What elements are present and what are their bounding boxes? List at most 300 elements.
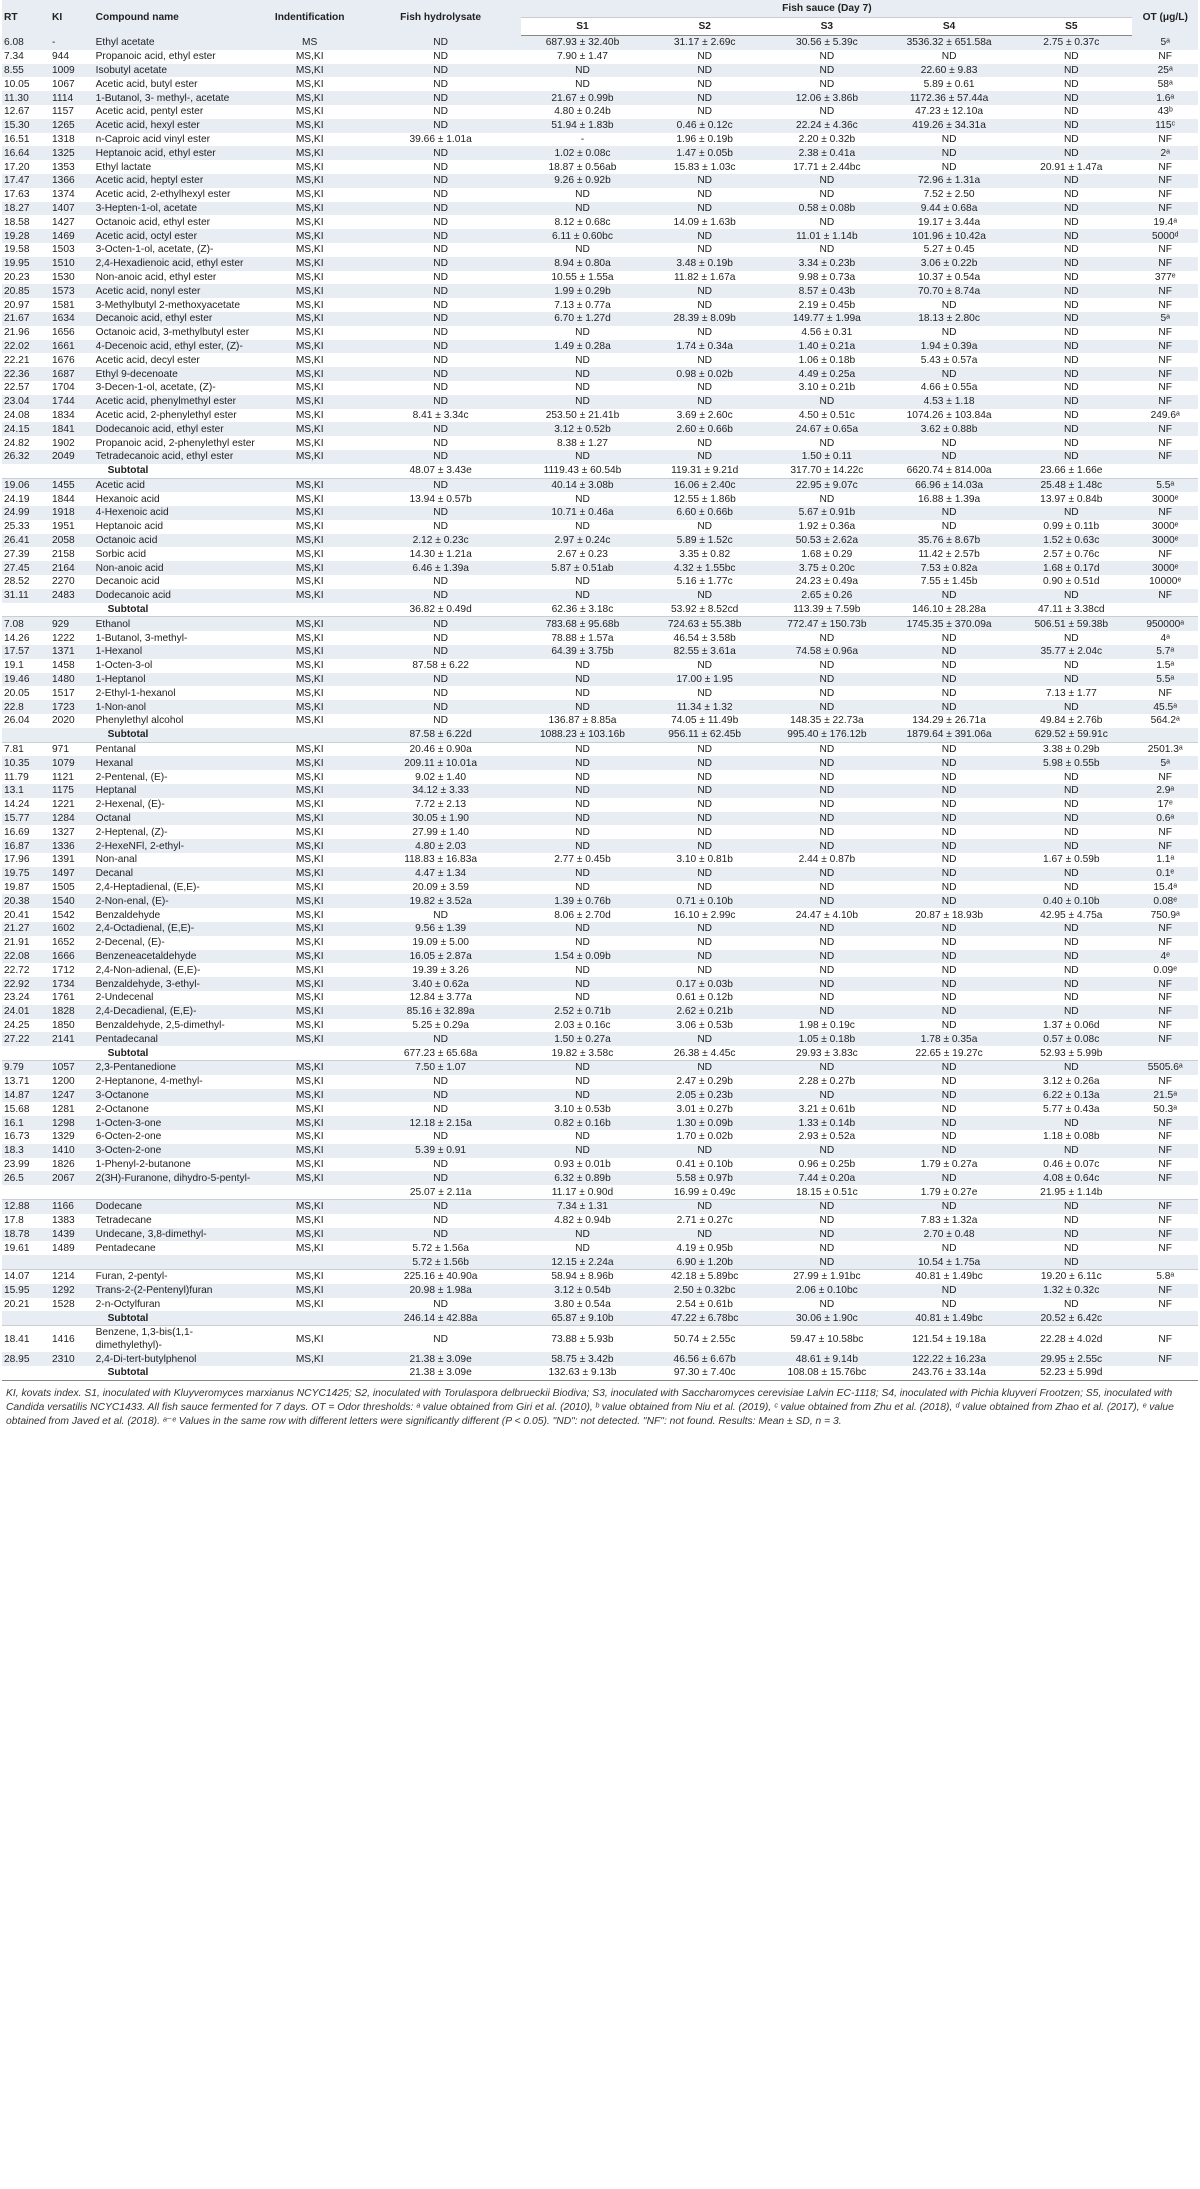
- cell-s3: 2.20 ± 0.32b: [798, 133, 856, 145]
- cell-s1: ND: [521, 784, 643, 798]
- cell-s3: ND: [819, 992, 835, 1004]
- cell-ki: 2049: [50, 450, 94, 464]
- cell-s1: ND: [521, 839, 643, 853]
- cell-s4: 22.60 ± 9.83: [888, 64, 1010, 78]
- cell-s5: ND: [1010, 1255, 1132, 1269]
- cell-compound-name: 2-Heptenal, (Z)-: [95, 826, 168, 838]
- cell-ot: NF: [1158, 189, 1172, 201]
- cell-s1: ND: [521, 1060, 643, 1074]
- cell-ki: [50, 1185, 94, 1199]
- cell-ot: 4ᵃ: [1160, 632, 1170, 644]
- cell-s5: 13.97 ± 0.84b: [1040, 493, 1103, 505]
- cell-ot: NF: [1132, 1171, 1198, 1185]
- cell-s4: ND: [888, 450, 1010, 464]
- cell-s2: 28.39 ± 8.09b: [644, 312, 766, 326]
- cell-rt: 26.5: [2, 1171, 50, 1185]
- cell-ki: 1480: [50, 673, 94, 687]
- cell-ot: [1132, 1185, 1198, 1199]
- cell-s4: ND: [941, 161, 957, 173]
- table-row: [2, 686, 1198, 700]
- cell-fish-hydrolysate: 20.98 ± 1.98a: [360, 1284, 521, 1298]
- cell-rt: [2, 728, 50, 742]
- cell-s5: ND: [1063, 437, 1079, 449]
- cell-identification: MS,KI: [295, 882, 324, 893]
- cell-s5: ND: [1010, 284, 1132, 298]
- cell-s5: ND: [1010, 867, 1132, 881]
- cell-s2: 0.17 ± 0.03b: [644, 977, 766, 991]
- cell-ot: NF: [1158, 937, 1172, 949]
- cell-ot: NF: [1132, 922, 1198, 936]
- cell-s1: ND: [521, 1228, 643, 1242]
- cell-compound-name: Benzaldehyde, 3-ethyl-: [94, 977, 260, 991]
- cell-s5: ND: [1010, 506, 1132, 520]
- cell-ot: 0.08ᵉ: [1132, 894, 1198, 908]
- cell-s1: 2.52 ± 0.71b: [521, 1005, 643, 1019]
- cell-s1: ND: [521, 922, 643, 936]
- cell-ot: 5ᵃ: [1132, 312, 1198, 326]
- cell-compound-name: Decanal: [94, 867, 260, 881]
- cell-s1: ND: [521, 700, 643, 714]
- table-row: [2, 784, 1198, 798]
- cell-s5: 0.90 ± 0.51d: [1043, 576, 1100, 588]
- cell-s1: 78.88 ± 1.57a: [551, 632, 614, 644]
- cell-s4: ND: [888, 784, 1010, 798]
- subtotal-row: [2, 1366, 1198, 1380]
- cell-s1: ND: [575, 327, 590, 339]
- cell-s2: 1.96 ± 0.19b: [676, 133, 733, 145]
- cell-s3: 4.49 ± 0.25a: [766, 367, 888, 381]
- cell-s1: -: [580, 133, 585, 145]
- cell-rt: 17.47: [2, 174, 50, 188]
- cell-ot: 3000ᵉ: [1132, 534, 1198, 548]
- cell-ki: 1602: [50, 922, 94, 936]
- cell-ot: 21.5ᵃ: [1132, 1089, 1198, 1103]
- cell-fish-hydrolysate: 6.46 ± 1.39a: [360, 561, 521, 575]
- cell-ki: 1157: [52, 106, 74, 118]
- cell-rt: 12.88: [2, 1199, 50, 1213]
- cell-s5: ND: [1010, 450, 1132, 464]
- cell-identification: MS,KI: [295, 161, 324, 173]
- cell-ki: 2067: [50, 1171, 94, 1185]
- cell-s3: ND: [766, 174, 888, 188]
- table-row: [2, 36, 1198, 50]
- cell-compound-name: Non-anoic acid: [94, 561, 260, 575]
- cell-ki: 1383: [52, 1215, 75, 1227]
- table-row: [2, 257, 1198, 271]
- cell-identification: [260, 1185, 360, 1199]
- cell-compound-name: 2-Heptanone, 4-methyl-: [95, 1076, 203, 1088]
- cell-rt: 27.22: [2, 1032, 50, 1046]
- cell-rt: 14.24: [4, 799, 30, 811]
- subtotal-row: [2, 1311, 1198, 1325]
- cell-ot: NF: [1132, 1352, 1198, 1366]
- cell-s4: 9.44 ± 0.68a: [888, 202, 1010, 216]
- cell-fish-hydrolysate: 21.38 ± 3.09e: [360, 1366, 521, 1380]
- cell-s1: 7.13 ± 0.77a: [554, 299, 611, 311]
- cell-ot: 2501.3ᵃ: [1132, 742, 1198, 756]
- cell-ot: 750.9ᵃ: [1150, 909, 1180, 921]
- cell-compound-name: Sorbic acid: [95, 548, 147, 560]
- cell-s5: ND: [1063, 382, 1079, 394]
- cell-s1: ND: [575, 992, 590, 1004]
- cell-identification: MS,KI: [295, 216, 324, 228]
- cell-fish-hydrolysate: ND: [433, 1158, 448, 1170]
- cell-fish-hydrolysate: ND: [360, 257, 521, 271]
- cell-s3: 2.28 ± 0.27b: [798, 1076, 856, 1088]
- cell-ot: 25ᵃ: [1132, 64, 1198, 78]
- cell-compound-name: 2-Hexenal, (E)-: [95, 799, 165, 811]
- cell-s1: 1.39 ± 0.76b: [521, 894, 643, 908]
- cell-ot: NF: [1158, 992, 1172, 1004]
- cell-fish-hydrolysate: ND: [360, 146, 521, 160]
- cell-compound-name: 3-Octen-2-one: [94, 1144, 260, 1158]
- cell-identification: [260, 464, 360, 478]
- cell-rt: [2, 464, 50, 478]
- cell-rt: 24.99: [2, 506, 50, 520]
- cell-ot: NF: [1158, 687, 1172, 699]
- table-row: [2, 492, 1198, 506]
- cell-ki: 1247: [50, 1089, 94, 1103]
- cell-identification: MS,KI: [260, 1032, 360, 1046]
- cell-compound-name: 1-Octen-3-ol: [95, 660, 153, 672]
- cell-s5: ND: [1063, 1242, 1079, 1254]
- cell-ki: 1826: [52, 1158, 75, 1170]
- table-row: [2, 575, 1198, 589]
- cell-fish-hydrolysate: ND: [433, 687, 448, 699]
- cell-s3: ND: [766, 1060, 888, 1074]
- cell-ot: 5.8ᵃ: [1132, 1269, 1198, 1283]
- cell-fish-hydrolysate: 30.05 ± 1.90: [360, 812, 521, 826]
- cell-s2: ND: [697, 51, 713, 63]
- cell-s2: 2.60 ± 0.66b: [644, 422, 766, 436]
- cell-compound-name: 3-Octanone: [94, 1089, 260, 1103]
- cell-compound-name: Phenylethyl alcohol: [95, 715, 184, 727]
- cell-fish-hydrolysate: ND: [360, 1228, 521, 1242]
- cell-s5: 5.98 ± 0.55b: [1010, 756, 1132, 770]
- cell-identification: MS,KI: [260, 450, 360, 464]
- cell-s3: ND: [819, 106, 835, 118]
- table-row: [2, 133, 1198, 147]
- cell-ki: 1687: [50, 367, 94, 381]
- cell-s5: ND: [1010, 119, 1132, 133]
- cell-compound-name: Furan, 2-pentyl-: [94, 1269, 260, 1283]
- cell-s4: ND: [888, 1116, 1010, 1130]
- cell-compound-name: 2-Octanone: [95, 1103, 149, 1115]
- cell-fish-hydrolysate: ND: [433, 1103, 448, 1115]
- table-row: [2, 853, 1198, 867]
- cell-s3: 29.93 ± 3.83c: [796, 1047, 858, 1059]
- cell-s1: 6.11 ± 0.60bc: [521, 229, 643, 243]
- cell-compound-name: 3-Hepten-1-ol, acetate: [94, 202, 260, 216]
- cell-fish-hydrolysate: ND: [433, 437, 448, 449]
- cell-s5: ND: [1010, 174, 1132, 188]
- cell-compound-name: 2-n-Octylfuran: [95, 1298, 161, 1310]
- cell-compound-name: Dodecane: [94, 1199, 260, 1213]
- cell-identification: MS,KI: [260, 589, 360, 603]
- cell-s3: 149.77 ± 1.99a: [766, 312, 888, 326]
- cell-s5: ND: [1010, 229, 1132, 243]
- cell-ot: NF: [1132, 174, 1198, 188]
- table-row: [2, 146, 1198, 160]
- cell-ki: 1200: [52, 1076, 75, 1088]
- cell-compound-name: Acetic acid: [94, 478, 260, 492]
- table-row: [2, 450, 1198, 464]
- cell-s4: ND: [888, 756, 1010, 770]
- cell-compound-name: Tetradecane: [95, 1215, 152, 1227]
- cell-identification: MS,KI: [295, 133, 324, 145]
- cell-rt: 16.51: [4, 133, 30, 145]
- cell-identification: MS,KI: [260, 1005, 360, 1019]
- cell-s5: 1.32 ± 0.32c: [1010, 1284, 1132, 1298]
- table-row: [2, 1102, 1198, 1116]
- cell-fish-hydrolysate: 246.14 ± 42.88a: [360, 1311, 521, 1325]
- cell-s5: ND: [1063, 632, 1079, 644]
- subtotal-row: [2, 1046, 1198, 1060]
- cell-s2: 3.48 ± 0.19b: [644, 257, 766, 271]
- cell-s1: 2.03 ± 0.16c: [554, 1019, 611, 1031]
- cell-s2: ND: [644, 1060, 766, 1074]
- cell-fish-hydrolysate: 48.07 ± 3.43e: [409, 465, 472, 477]
- cell-fish-hydrolysate: ND: [360, 506, 521, 520]
- cell-s1: 1.99 ± 0.29b: [521, 284, 643, 298]
- cell-s5: 1.37 ± 0.06d: [1043, 1019, 1100, 1031]
- cell-compound-name: Subtotal: [94, 1311, 260, 1325]
- cell-ki: 1489: [52, 1242, 75, 1254]
- cell-s1: ND: [575, 189, 590, 201]
- cell-identification: MS,KI: [260, 174, 360, 188]
- cell-compound-name: Pentadecanal: [94, 1032, 260, 1046]
- cell-rt: 14.26: [4, 632, 30, 644]
- cell-fish-hydrolysate: 87.58 ± 6.22: [412, 660, 469, 672]
- cell-fish-hydrolysate: ND: [433, 1298, 448, 1310]
- cell-identification: MS,KI: [260, 1171, 360, 1185]
- cell-identification: MS,KI: [295, 687, 324, 699]
- cell-s1: ND: [575, 493, 590, 505]
- cell-fish-hydrolysate: ND: [360, 340, 521, 354]
- cell-rt: 7.08: [2, 617, 50, 631]
- cell-s4: 243.76 ± 33.14a: [888, 1366, 1010, 1380]
- cell-rt: 18.41: [2, 1326, 50, 1353]
- table-row: [2, 589, 1198, 603]
- cell-rt: 18.58: [4, 216, 30, 228]
- cell-identification: MS,KI: [260, 534, 360, 548]
- cell-ki: 1712: [52, 964, 75, 976]
- cell-identification: [260, 1255, 360, 1269]
- cell-identification: MS,KI: [260, 756, 360, 770]
- cell-ot: 5ᵃ: [1132, 756, 1198, 770]
- cell-s4: 4.66 ± 0.55a: [920, 382, 978, 394]
- cell-ki: -: [50, 36, 94, 50]
- cell-fish-hydrolysate: 20.09 ± 3.59: [412, 882, 469, 893]
- cell-s3: 24.67 ± 0.65a: [766, 422, 888, 436]
- cell-s4: 66.96 ± 14.03a: [888, 478, 1010, 492]
- cell-ot: NF: [1132, 977, 1198, 991]
- cell-identification: MS,KI: [295, 244, 324, 256]
- cell-fish-hydrolysate: 209.11 ± 10.01a: [360, 756, 521, 770]
- cell-ot: 950000ᵃ: [1132, 617, 1198, 631]
- cell-fish-hydrolysate: 16.05 ± 2.87a: [360, 950, 521, 964]
- cell-rt: [2, 1185, 50, 1199]
- cell-compound-name: 1-Octen-3-one: [94, 1116, 260, 1130]
- cell-s5: ND: [1063, 1298, 1079, 1310]
- cell-fish-hydrolysate: ND: [433, 1131, 448, 1143]
- cell-rt: 18.27: [2, 202, 50, 216]
- cell-s4: ND: [941, 632, 957, 644]
- cell-ot: NF: [1132, 340, 1198, 354]
- cell-s3: 1.05 ± 0.18b: [766, 1032, 888, 1046]
- cell-compound-name: 1-Butanol, 3-methyl-: [95, 632, 188, 644]
- table-row: [2, 312, 1198, 326]
- cell-identification: MS,KI: [260, 784, 360, 798]
- table-row: [2, 1199, 1198, 1213]
- header-rt: RT: [2, 0, 50, 36]
- cell-ot: NF: [1158, 299, 1172, 311]
- cell-ot: NF: [1158, 771, 1172, 783]
- cell-s3: ND: [819, 771, 835, 783]
- cell-s4: 40.81 ± 1.49bc: [888, 1311, 1010, 1325]
- cell-ot: [1132, 1255, 1198, 1269]
- cell-s4: ND: [941, 882, 957, 893]
- table-row: [2, 436, 1198, 450]
- cell-identification: MS,KI: [260, 645, 360, 659]
- cell-fish-hydrolysate: 19.39 ± 3.26: [412, 964, 469, 976]
- cell-rt: 22.02: [2, 340, 50, 354]
- cell-identification: MS,KI: [260, 1144, 360, 1158]
- cell-s1: 6.32 ± 0.89b: [521, 1171, 643, 1185]
- cell-ot: NF: [1158, 1019, 1172, 1031]
- cell-s1: 10.55 ± 1.55a: [551, 271, 614, 283]
- table-row: [2, 478, 1198, 492]
- table-row: [2, 991, 1198, 1005]
- cell-s3: 2.44 ± 0.87b: [798, 854, 856, 866]
- cell-s3: 24.47 ± 4.10b: [795, 909, 858, 921]
- cell-s5: 3.38 ± 0.29b: [1010, 742, 1132, 756]
- table-row: [2, 922, 1198, 936]
- cell-s1: ND: [521, 1089, 643, 1103]
- cell-ot: NF: [1132, 839, 1198, 853]
- cell-rt: 16.69: [4, 826, 30, 838]
- table-row: [2, 825, 1198, 839]
- cell-s1: ND: [575, 1076, 590, 1088]
- cell-ot: 2ᵃ: [1132, 146, 1198, 160]
- cell-s5: 4.08 ± 0.64c: [1010, 1171, 1132, 1185]
- cell-compound-name: Tetradecanoic acid, ethyl ester: [94, 450, 260, 464]
- cell-s3: ND: [766, 673, 888, 687]
- cell-fish-hydrolysate: 4.47 ± 1.34: [360, 867, 521, 881]
- cell-s2: 2.71 ± 0.27c: [676, 1215, 733, 1227]
- cell-rt: 24.01: [2, 1005, 50, 1019]
- cell-s4: ND: [941, 299, 957, 311]
- cell-ot: [1132, 1046, 1198, 1060]
- cell-s1: 62.36 ± 3.18c: [551, 604, 614, 616]
- cell-s1: 73.88 ± 5.93b: [521, 1326, 643, 1353]
- cell-ki: 1744: [50, 395, 94, 409]
- cell-identification: MS,KI: [295, 78, 324, 90]
- cell-compound-name: Non-anal: [95, 854, 137, 866]
- table-row: [2, 1019, 1198, 1033]
- cell-fish-hydrolysate: ND: [360, 91, 521, 105]
- cell-fish-hydrolysate: 12.18 ± 2.15a: [360, 1116, 521, 1130]
- cell-s2: 3.06 ± 0.53b: [676, 1019, 733, 1031]
- cell-compound-name: 1-Non-anol: [94, 700, 260, 714]
- cell-s3: 74.58 ± 0.96a: [766, 645, 888, 659]
- cell-s4: 10.54 ± 1.75a: [888, 1255, 1010, 1269]
- cell-s4: 1879.64 ± 391.06a: [888, 728, 1010, 742]
- cell-ki: 1371: [50, 645, 94, 659]
- cell-fish-hydrolysate: ND: [360, 450, 521, 464]
- cell-s4: 1.79 ± 0.27e: [920, 1186, 978, 1198]
- cell-identification: MS,KI: [295, 909, 324, 921]
- cell-fish-hydrolysate: 3.40 ± 0.62a: [360, 977, 521, 991]
- cell-rt: 10.35: [2, 756, 50, 770]
- cell-ot: NF: [1132, 1326, 1198, 1353]
- cell-rt: 22.72: [4, 964, 30, 976]
- cell-s5: ND: [1063, 78, 1079, 90]
- cell-rt: 14.87: [2, 1089, 50, 1103]
- cell-ki: 1057: [50, 1060, 94, 1074]
- cell-s5: ND: [1063, 826, 1079, 838]
- cell-s2: ND: [644, 229, 766, 243]
- cell-compound-name: Subtotal: [107, 604, 149, 616]
- cell-s3: 59.47 ± 10.58bc: [766, 1326, 888, 1353]
- cell-rt: 23.24: [4, 992, 30, 1004]
- cell-ot: NF: [1132, 450, 1198, 464]
- cell-s3: 2.38 ± 0.41a: [766, 146, 888, 160]
- cell-ki: [50, 464, 94, 478]
- cell-s4: ND: [941, 437, 957, 449]
- cell-ot: [1132, 1366, 1198, 1380]
- cell-ot: NF: [1132, 202, 1198, 216]
- cell-s5: ND: [1010, 64, 1132, 78]
- cell-identification: MS,KI: [260, 1060, 360, 1074]
- cell-compound-name: 3-Methylbutyl 2-methoxyacetate: [95, 299, 241, 311]
- cell-s1: ND: [521, 977, 643, 991]
- cell-s2: ND: [644, 867, 766, 881]
- cell-s4: ND: [941, 133, 957, 145]
- cell-s2: ND: [644, 395, 766, 409]
- cell-ki: 1067: [52, 78, 75, 90]
- cell-s2: ND: [644, 950, 766, 964]
- cell-identification: MS,KI: [260, 894, 360, 908]
- cell-s1: 58.75 ± 3.42b: [521, 1352, 643, 1366]
- table-row: [2, 105, 1198, 119]
- cell-identification: MS,KI: [295, 409, 324, 421]
- cell-rt: 26.04: [4, 715, 30, 727]
- cell-identification: MS,KI: [260, 422, 360, 436]
- cell-ot: 1.6ᵃ: [1132, 91, 1198, 105]
- cell-ki: 1353: [52, 161, 75, 173]
- cell-fish-hydrolysate: ND: [433, 299, 448, 311]
- cell-ki: 1410: [50, 1144, 94, 1158]
- cell-rt: 7.34: [4, 51, 24, 63]
- cell-s4: ND: [888, 367, 1010, 381]
- cell-s4: 101.96 ± 10.42a: [888, 229, 1010, 243]
- cell-ki: [50, 1366, 94, 1380]
- cell-ot: 5.5ᵃ: [1132, 673, 1198, 687]
- table-row: [2, 1158, 1198, 1172]
- cell-ot: NF: [1132, 1116, 1198, 1130]
- cell-s1: ND: [521, 367, 643, 381]
- cell-fish-hydrolysate: 19.09 ± 5.00: [412, 937, 469, 949]
- cell-s1: 65.87 ± 9.10b: [521, 1311, 643, 1325]
- cell-s3: ND: [819, 1298, 835, 1310]
- cell-identification: MS,KI: [260, 700, 360, 714]
- cell-s5: 1.18 ± 0.08b: [1043, 1131, 1100, 1143]
- cell-s2: 0.61 ± 0.12b: [676, 992, 733, 1004]
- cell-s1: ND: [521, 742, 643, 756]
- subtotal-row: [2, 1185, 1198, 1199]
- cell-rt: 24.25: [4, 1019, 30, 1031]
